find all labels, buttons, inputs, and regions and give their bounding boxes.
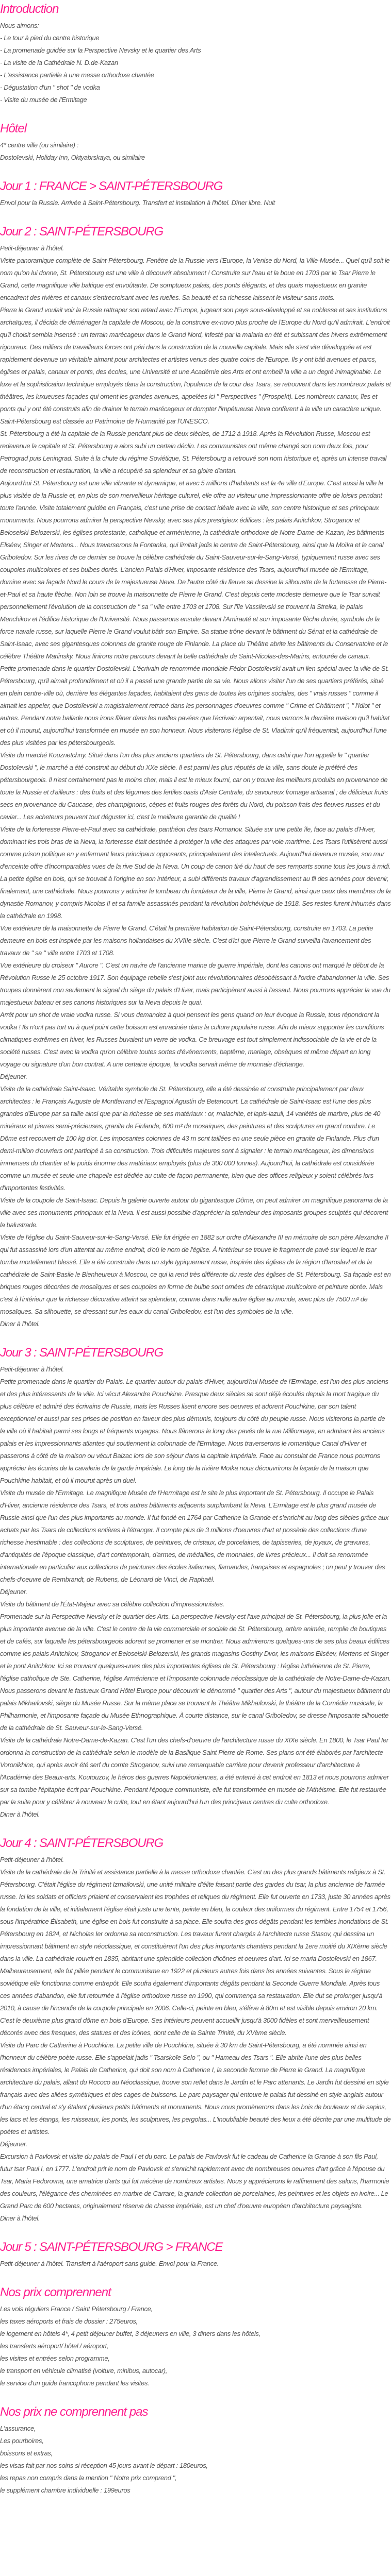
section-introduction	[0, 0, 391, 106]
paragraph: Petite promenade dans le quartier Dostoïevski. L'écrivain de renommée mondiale Fédor Dostoïevski avait un lien spécial avec la ville de St. Pétersbourg, qu'il aimait profondément et où il a passé une grande partie de sa vie. Nous allons visiter l'un de ses quartiers préférés, situé en plein centre-ville où, derrière les élégantes façades, habitaient des gens de toutes les origines sociales, des " vrais russes " comme il aimait les appeler, que Dostoïevski a magistralement retracé dans les personnages d'oeuvres comme " Crime et Châtiment ", " l'Idiot " et autres. Pendant notre ballade nous irons flâner dans les ruelles pavées que l'écrivain arpentait, nous verrons la dernière maison qu'il habitat et où il mourut, aujourd'hui transformée en musée en son honneur. Nous visiterons l'église de St. Vladimir qu'il fréquentait, aujourd'hui l'une des plus visitées par les pétersbourgeois.	[0, 665, 389, 747]
section-heading: Nos prix comprennent	[0, 2285, 111, 2299]
section-heading: Hôtel	[0, 122, 27, 135]
section-heading: Nos prix ne comprennent pas	[0, 2405, 148, 2419]
section-body	[0, 1854, 391, 2225]
paragraph: Excursion à Pavlovsk et visite du palais de Paul I et du parc. Le palais de Pavlovsk fut le cadeau de Catherine la Grande à son fils Paul, futur tsar Paul I, en 1777. L'endroit prit le nom de Pavlovsk et s'enrichit rapidement avec de nombreuses oeuvres d'art grâce à l'épouse du Tsar, Maria Fedorovna, une amatrice d'arts qui fut mécène de nombreux artistes. Nous y apprécierons le raffinement des salons, l'harmonie des couleurs, l'élégance des cheminées en marbre de Carrare, la grande collection de porcelaines, les peintures et les objets en ivoire... Le Grand Parc de 600 hectares, originalement réserve de chasse impériale, est un chef d'oeuvre européen d'architecture paysagiste.	[0, 2153, 389, 2210]
paragraph: Visite du musée de l'Ermitage. Le magnifique Musée de l'Hermitage est le site le plus important de St. Pétersbourg. Il occupe le Palais d'Hiver, ancienne résidence des Tsars, et trois autres bâtiments adjacents surplombant la Neva. L'Ermitage est le plus grand musée de Russie ainsi que l'un des plus importants au monde. Il fut fondé en 1764 par Catherine la Grande et s'enrichit au long des siècles grâce aux achats par les Tsars de collections entières à l'étranger. Il compte plus de 3 millions d'oeuvres d'art et possède des collections d'une richesse inestimable : des collections de sculptures, de peintures, de cristaux, de porcelaines, de tapisseries, de joyaux, de gravures, d'antiquités de l'époque classique, d'art contemporain, d'armes, de médailles, de monnaies, de livres précieux... Il doit sa renommée internationale en particulier aux collections de peintures des écoles italiennes, flamandes, françaises et espagnoles ; on peut y trouver des chefs-d'oeuvre de Rembrandt, de Rubens, de Léonard de Vinci, de Raphaël.	[0, 1489, 389, 1583]
paragraph: Déjeuner.	[0, 1073, 27, 1080]
paragraph: Diner à l'hôtel.	[0, 2214, 40, 2222]
section-body	[0, 242, 391, 1330]
paragraph: Les pourboires,	[0, 2437, 44, 2445]
section-body	[0, 20, 391, 106]
paragraph: Diner à l'hôtel.	[0, 1320, 40, 1328]
paragraph: Petit-déjeuner à l'hôtel.	[0, 244, 64, 252]
section-body	[0, 1363, 391, 1821]
paragraph: les transferts aéroport/ hôtel / aéroport,	[0, 2342, 109, 2350]
section-body	[0, 2258, 391, 2270]
paragraph: les visites et entrées selon programme,	[0, 2354, 110, 2362]
paragraph: le service d'un guide francophone pendant les visites.	[0, 2379, 150, 2387]
paragraph: St. Pétersbourg a été la capitale de la Russie pendant plus de deux siècles, de 1712 à 1918. Après la Révolution Russe, Moscou est redevenue la capitale et St. Pétersbourg a alors subi un certain déclin. Les communistes ont même changé son nom deux fois, pour Petrograd puis Leningrad. Suite à la chute du régime Soviétique, St. Pétersbourg a retrouvé son nom historique et, après un intense travail de reconstruction et restauration, la ville a récupéré sa splendeur et sa gloire d'antan.	[0, 430, 387, 474]
section-body	[0, 2422, 391, 2497]
paragraph: Déjeuner.	[0, 1588, 27, 1596]
section-body	[0, 2303, 391, 2389]
paragraph: Vue extérieure de la maisonnette de Pierre le Grand. C'était la première habitation de Saint-Pétersbourg, construite en 1703. La petite demeure en bois est inspirée par les maisons hollandaises du XVIIIe siècle. C'est d'ici que Pierre le Grand surveilla l'avancement des travaux de " sa " ville entre 1703 et 1708.	[0, 924, 373, 957]
paragraph: Visite de la coupole de Saint-Isaac. Depuis la galerie ouverte autour du gigantesque Dôme, on peut admirer un magnifique panorama de la ville avec ses monuments principaux et la Neva. Il est aussi possible d'apprécier la splendeur des imposants groupes sculptés qui décorent la balustrade.	[0, 1196, 388, 1229]
paragraph: - Visite du musée de l'Ermitage	[0, 96, 87, 104]
paragraph: Petit-déjeuner à l'hôtel.	[0, 1365, 64, 1373]
paragraph: L'assurance,	[0, 2425, 36, 2432]
paragraph: Envol pour la Russie. Arrivée à Saint-Pétersbourg. Transfert et installation à l'hôtel. Dîner libre. Nuit	[0, 199, 275, 207]
section-body	[0, 139, 391, 164]
section-heading: Jour 4 : SAINT-PÉTERSBOURG	[0, 1836, 164, 1850]
paragraph: Dostoïevski, Holiday Inn, Oktyabrskaya, ou similaire	[0, 154, 145, 161]
section-heading: Jour 5 : SAINT-PÉTERSBOURG > FRANCE	[0, 2240, 223, 2254]
paragraph: Vue extérieure du croiseur " Aurore ". C'est un navire de l'ancienne marine de guerre impériale, dont les canons ont marqué le début de la Révolution Russe le 25 octobre 1917. Son équipage rebelle s'est joint aux révolutionnaires désobéissant à l'ordre d'abandonner la ville. Ses troupes donnèrent non seulement le signal du siège du palais d'Hiver, mais participèrent aussi à l'assaut. Nous pourrons apprécier la vue du majestueux bateau et ses canons historiques sur la Neva depuis le quai.	[0, 961, 390, 1006]
section-jour-2-saint-petersbourg	[0, 223, 391, 1330]
section-nos-prix-comprennent	[0, 2283, 391, 2389]
paragraph: - La visite de la Cathédrale N. D.de-Kazan	[0, 59, 118, 66]
paragraph: 4* centre ville (ou similaire) :	[0, 141, 79, 149]
section-jour-5-saint-petersbourg-france	[0, 2238, 391, 2270]
paragraph: Visite du marché Kouznetchny. Situé dans l'un des plus anciens quartiers de St. Pétersbourg, dans celui que l'on appelle le " quartier Dostoïevski ", le marché a été construit au début du XXe siècle. Il est parmi les plus réputés de la ville, sans doute le préféré des pétersbourgeois. Il n'est certainement pas le moins cher, mais il est le mieux fourni, car on y trouve les meilleurs produits en provenance de toute la Russie et d'ailleurs : des fruits et des légumes des fertiles oasis d'Asie Centrale, du savoureux fromage artisanal ; de délicieux fruits secs en provenance du Caucase, des champignons, cèpes et fruits rouges des forêts du Nord, du poisson frais des fleuves russes et du caviar... Les acheteurs peuvent tout déguster ici, c'est la meilleure garantie de qualité !	[0, 751, 388, 821]
paragraph: Pierre le Grand voulait voir la Russie rattraper son retard avec l'Europe, jugeant son pays sous-développé et sa noblesse et ses institutions archaïques, il décida de déménager la capitale de Moscou, de la construire ex-novo plus proche de l'Europe du Nord qu'il admirait. L'endroit qu'il choisit sembla insensé : un terrain marécageux dans le Grand Nord, infesté par la malaria en été et subissant des hivers extrêmement rigoureux. Des milliers de travailleurs forces ont péri dans la construction de la nouvelle capitale. Mais elle s'est vite développée et est rapidement devenue un véritable aimant pour architectes et artistes venus des quatre coins de l'Europe. Ils y ont bâti avenues et parcs, églises et palais, canaux et ponts, des écoles, une Université et une Académie des Arts et ont embelli la ville a un degré inimaginable. Le luxe et la sophistication technique employés dans la construction, l'opulence de la cour des Tsars, se retrouvent dans les nombreux palais et théâtres, les luxueuses façades qui ornent les grandes avenues, appelées ici " Perspectives " (Prospekt). Les nombreux canaux, îles et ponts qui y ont été construits afin de drainer le terrain marécageux et dompter l'impétueuse Neva confèrent à la ville un caractère unique. Saint-Pétersbourg est classée au Patrimoine de l'Humanité par l'UNESCO.	[0, 306, 391, 425]
paragraph: Déjeuner.	[0, 2140, 27, 2148]
section-heading: Jour 3 : SAINT-PÉTERSBOURG	[0, 1346, 164, 1360]
section-body	[0, 197, 391, 209]
paragraph: Visite panoramique complète de Saint-Pétersbourg. Fenêtre de la Russie vers l'Europe, la Venise du Nord, la Ville-Musée... Quel qu'il soit le nom qu'on lui donne, St. Pétersbourg est une ville à découvrir absolument ! Construite sur l'eau et la boue en 1703 par le Tsar Pierre le Grand, cette magnifique ville baltique est envoûtante. De somptueux palais, des ponts élégants, et des quais majestueux en granite encadrent des rivières et canaux s'entrecroisant avec les ruelles. Sa beauté et sa richesse laissent le visiteur sans mots.	[0, 257, 390, 301]
paragraph: Les vols réguliers France / Saint Pétersbourg / France,	[0, 2305, 153, 2313]
paragraph: Visite de la cathédrale Notre-Dame-de-Kazan. C'est l'un des chefs-d'oeuvre de l'architecture russe du XIXe siècle. En 1800, le Tsar Paul Ier ordonna la construction de la cathédrale selon le modèle de la Basilique Saint Pierre de Rome. Ses plans ont été élaborés par l'architecte Voronikhine, qui après avoir été serf du comte Stroganov, suivi une remarquable carrière pour devenir professeur d'architecture à l'Académie des Beaux-arts. Koutouzov, le héros des guerres Napoléoniennes, a été enterré à cet endroit en 1813 et nous pourrons admirer sur sa tombe l'épitaphe écrit par Pouchkine. Pendant l'époque communiste, elle fut transformée en musée de l'Athéisme. Elle fut restaurée par la suite pour y célébrer à nouveau le culte, tout en étant aujourd'hui l'un des principaux centres du culte orthodoxe.	[0, 1736, 389, 1806]
section-jour-3-saint-petersbourg	[0, 1344, 391, 1821]
section-heading: Introduction	[0, 2, 59, 16]
paragraph: Aujourd'hui St. Pétersbourg est une ville vibrante et dynamique, et avec 5 millions d'habitants est la 4e ville d'Europe. C'est aussi la ville la plus visitée de la Russie et, en plus de son merveilleux héritage culturel, elle offre au visiteur une impressionnante offre de loisirs pendant toute l'année. Visite totalement guidée en Français, c'est une prise de contact idéale avec la ville, son centre historique et ses principaux monuments. Nous pourrons admirer la perspective Nevsky, avec ses plus prestigieux édifices : les palais Anitchkov, Stroganov et Beloselski-Belozerski, les églises protestante, catholique et arménienne, la cathédrale orthodoxe de Notre-Dame-de-Kazan, les bâtiments Eliséev, Singer et Mertens... Nous traverserons la Fontanka, qui limitait jadis le centre de Saint-Pétersbourg, ainsi que la Moïka et le canal Griboïedov. Sur les rives de ce dernier se trouve la célèbre cathédrale du Saint-Sauveur-sur-le-Sang-Versé, typiquement russe avec ses coupoles multicolores et ses bulbes dorés. L'ancien Palais d'Hiver, imposante résidence des Tsars, aujourd'hui musée de l'Ermitage, domine avec sa façade Nord le cours de la majestueuse Neva. De l'autre côté du fleuve se dessine la silhouette de la forteresse de Pierre-et-Paul et sa haute flèche. Non loin se trouve la maisonnette de Pierre le Grand. C'est depuis cette modeste demeure que le Tsar suivait personnellement l'évolution de la construction de " sa " ville entre 1703 et 1708. Sur l'île Vassilevski se trouvent la Strelka, le palais Menchikov et l'édifice historique de l'Université. Nous passerons ensuite devant l'Amirauté et son imposante flèche dorée, symbole de la force navale russe, sur laquelle Pierre le Grand voulut bâtir son Empire. Sa statue trône devant le bâtiment du Sénat et la cathédrale de Saint-Isaac, avec ses gigantesques colonnes de granite rouge de Finlande. La place du Théâtre abrite les bâtiments du Conservatoire et le célèbre Théâtre Mariinsky. Nous finirons notre parcours devant la belle cathédrale de Saint-Nicolas-des-Marins, entourée de canaux.	[0, 479, 388, 660]
section-jour-4-saint-petersbourg	[0, 1834, 391, 2225]
paragraph: Promenade sur la Perspective Nevsky et le quartier des Arts. La perspective Nevsky est l'axe principal de St. Pétersbourg, la plus jolie et la plus importante avenue de la ville. C'est le centre de la vie commerciale et sociale de St. Pétersbourg, artère animée, remplie de boutiques et de cafés, sur laquelle les pétersbourgeois adorent se promener et se montrer. Nous admirerons quelques-uns de ses plus beaux édifices comme les palais Anitchkov, Stroganov et Beloselski-Belozerski, les grands magasins Gostiny Dvor, les maisons Eliséev, Mertens et Singer et le pont Anitchkov. Ici se trouvent quelques-unes des plus importantes églises de St. Pétersbourg : l'église luthérienne de St. Pierre, l'église catholique de Ste. Catherine, l'église Arménienne et l'imposante colonnade néoclassique de la cathédrale de Notre-Dame-de-Kazan. Nous passerons devant le fastueux Grand Hôtel Europe pour découvrir le dénommé " quartier des Arts ", autour du majestueux bâtiment du palais Mikhaïlovski, siège du Musée Russe. Sur la même place se trouvent le Théâtre Mikhaïlovski, le théâtre de la Comédie musicale, la Philharmonie, et l'imposante façade du Musée Ethnographique. À courte distance, sur le canal Griboïedov, se dresse l'imposante silhouette de la cathédrale de St. Sauveur-sur-le-Sang-Versé.	[0, 1613, 391, 1732]
paragraph: Visite de la forteresse Pierre-et-Paul avec sa cathédrale, panthéon des tsars Romanov. Située sur une petite île, face au palais d'Hiver, dominant les trois bras de la Neva, la forteresse était destinée à protéger la ville des attaques par voie maritime. Les Tsars l'utilisèrent aussi comme prison politique en y enfermant leurs principaux opposants, principalement des intellectuels. Aujourd'hui devenue musée, son mur d'enceinte offre d'incomparables vues de la rive Sud de la Neva. Un coup de canon tiré du haut de ses remparts sonne tous les jours à midi. La petite église en bois, qui se trouvait à l'origine en son intérieur, a subi différents travaux d'agrandissement au fil des années pour devenir, finalement, une cathédrale. Nous pourrons y admirer le tombeau du fondateur de la ville, Pierre le Grand, ainsi que ceux des membres de la dynastie Romanov, y compris Nicolas II et sa famille assassinés pendant la révolution bolchévique de 1918. Ses restes furent inhumés dans la cathédrale en 1998.	[0, 825, 391, 920]
paragraph: les visas fait par nos soins si réception 45 jours avant le départ : 180euros,	[0, 2462, 208, 2469]
paragraph: Arrêt pour un shot de vraie vodka russe. Si vous demandez à quoi pensent les gens quand on leur évoque la Russie, tous répondront la vodka ! Ils n'ont pas tort vu à quel point cette boisson est enracinée dans la culture populaire russe. Afin de mieux supporter les conditions climatiques extrêmes en hiver, les Russes buvaient un verre de vodka. Ce breuvage est tout simplement indissociable de la vie et de la société russes. C'est avec la vodka qu'on célèbre toutes sortes d'événements, baptême, mariage, obsèques et même départ en long voyage ou signature d'un bon contrat. A une certaine époque, la vodka servait même de monnaie d'échange.	[0, 1011, 384, 1068]
section-jour-1-france-saint-petersbourg	[0, 177, 391, 209]
paragraph: les repas non compris dans la mention " Notre prix comprend ",	[0, 2474, 177, 2482]
section-heading: Jour 2 : SAINT-PÉTERSBOURG	[0, 225, 164, 239]
paragraph: - Le tour à pied du centre historique	[0, 34, 100, 42]
paragraph: - La promenade guidée sur la Perspective Nevsky et le quartier des Arts	[0, 46, 201, 54]
paragraph: le logement en hôtels 4*, 4 petit déjeuner buffet, 3 déjeuners en ville, 3 diners dans les hôtels,	[0, 2330, 260, 2337]
paragraph: le transport en véhicule climatisé (voiture, minibus, autocar),	[0, 2367, 168, 2375]
section-heading: Jour 1 : FRANCE > SAINT-PÉTERSBOURG	[0, 179, 223, 193]
paragraph: boissons et extras,	[0, 2449, 53, 2457]
paragraph: Visite de l'église du Saint-Sauveur-sur-le-Sang-Versé. Elle fut érigée en 1882 sur ordre d'Alexandre III en mémoire de son père Alexandre II qui fut assassiné lors d'un attentat au même endroit, d'où le nom de l'église. À l'intérieur se trouve le fragment de pavé sur lequel le tsar tomba mortellement blessé. Elle a été construite dans un style typiquement russe, inspirée des églises de la région d'Iaroslavl et de la cathédrale de Saint-Basile le Bienheureux à Moscou, ce qui la rend très différente du reste des églises de St. Pétersbourg. Sa façade est en briques rouges décorées de mosaïques et ses coupoles en forme de bulbe sont ornées de céramique multicolore et peinture dorée. Mais c'est à l'intérieur que la richesse décorative atteint sa splendeur, comme dans nulle autre église au monde, avec plus de 7500 m² de mosaïques. Sa silhouette, se dressant sur les eaux du canal Griboïedov, est l'un des symboles de la ville.	[0, 1233, 391, 1315]
paragraph: - L'assistance partielle à une messe orthodoxe chantée	[0, 71, 154, 79]
section-hotel	[0, 120, 391, 164]
paragraph: le supplément chambre individuelle : 199euros	[0, 2486, 131, 2494]
section-nos-prix-ne-comprennent-pas	[0, 2403, 391, 2497]
paragraph: Visite du bâtiment de l'État-Majeur avec sa célèbre collection d'impressionnistes.	[0, 1600, 224, 1608]
paragraph: Visite de la cathédrale Saint-Isaac. Véritable symbole de St. Pétersbourg, elle a été dessinée et construite principalement par deux architectes : le Français Auguste de Montferrand et l'Espagnol Agustín de Betancourt. La cathédrale de Saint-Isaac est l'une des plus grandes d'Europe par sa taille ainsi que par la richesse de ses matériaux : or, malachite, et lapis-lazuli, 14 variétés de marbre, plus de 40 minéraux et pierres semi-précieuses, granite de Finlande, 600 m² de mosaïques, des peintures et des sculptures en grand nombre. Le Dôme est recouvert de 100 kg d'or. Les imposantes colonnes de 43 m sont taillées en une seule pièce en granite de Finlande. Plus d'un demi-million d'ouvriers ont participé à sa construction. Trois difficultés majeures sont à signaler : le terrain marécageux, les dimensions immenses du chantier et le poids énorme des matériaux employés (plus de 300 000 tonnes). Aujourd'hui, la cathédrale est considérée comme un musée et seule une chapelle est dédiée au culte de façon permanente, bien que des offices religieux y soient célébrés lors d'importantes festivités.	[0, 1085, 381, 1192]
paragraph: Petite promenade dans le quartier du Palais. Le quartier autour du palais d'Hiver, aujourd'hui Musée de l'Ermitage, est l'un des plus anciens et des plus intéressants de la ville. Ici vécut Alexandre Pouchkine. Presque deux siècles se sont déjà écoulés depuis la mort tragique du plus célèbre et admiré des écrivains de Russie, mais les Russes lisent encore ses oeuvres et adorent Pouchkine, par son talent exceptionnel et aussi par ses prises de position en faveur des plus démunis, toujours du côté du peuple russe. Nous visiterons la partie de la ville où il habitait parmi ses longs et fréquents voyages. Nous flânerons le long des pavés de la rue Millionnaya, en admirant les anciens palais et les impressionnants atlantes qui soutiennent la colonnade de l'Ermitage. Nous traverserons le romantique Canal d'Hiver et passerons à côté de la maison ou vécut Balzac lors de son séjour dans la capitale impériale. Face au consulat de France nous pourrons apprécier les écuries de la cavalerie de la garde impériale. Le long de la rivière Moïka nous découvrirons la façade de la maison que Pouchkine habitait, et où il mourut après un duel.	[0, 1378, 388, 1484]
paragraph: Petit-déjeuner à l'hôtel.	[0, 1856, 64, 1863]
paragraph: Visite du Parc de Catherine à Pouchkine. La petite ville de Pouchkine, située à 30 km de Saint-Pétersbourg, a été nommée ainsi en l'honneur du célèbre poète russe. Elle s'appelait jadis " Tsarskoïe Selo ", ou " Hameau des Tsars ". Elle abrite l'une des plus belles résidences impériales, le Palais de Catherine, qui doit son nom à Catherine I, la seconde femme de Pierre le Grand. La magnifique architecture du palais, allant du Rococo au Néoclassique, trouve son reflet dans le Jardin et le Parc attenants. Le Jardin fut dessiné en style français avec des allées symétriques et des cages de buissons. Le parc paysager qui entoure le palais fut dessiné en style anglais autour d'un étang central et s'y étalent plusieurs petits bâtiments et monuments. Nous nous promènerons dans les bois de bouleaux et de sapins, les lacs et les étangs, les ruisseaux, les ponts, les sculptures, les pergolas... L'inoubliable beauté des lieux a été décrite par une multitude de poètes et artistes.	[0, 2041, 391, 2136]
paragraph: Petit-déjeuner à l'hôtel. Transfert à l'aéroport sans guide. Envol pour la France.	[0, 2260, 219, 2267]
paragraph: Nous aimons:	[0, 22, 39, 29]
paragraph: - Dégustation d'un " shot " de vodka	[0, 83, 100, 91]
paragraph: Visite de la cathédrale de la Trinité et assistance partielle à la messe orthodoxe chantée. C'est un des plus grands bâtiments religieux à St. Pétersbourg. C'était l'église du régiment Izmailovski, une unité militaire d'élite faisant partie des gardes du tsar, la plus ancienne de l'armée russe. Ici les soldats et officiers priaient et conservaient les trophées et reliques du régiment. Elle fut ouverte en 1733, juste 30 années après la fondation de la ville, et initialement l'église était juste une tente, peinte en bleu, la couleur des uniformes du régiment. Entre 1754 et 1756, sous l'impératrice Élisabeth, une église en bois fut construite à sa place. Elle soufra des gros dégâts pendant les terribles inondations de St. Pétersbourg en 1824, et Nicholas Ier ordonna sa reconstruction. Les travaux furent chargés à l'architecte russe Stasov, qui dessina un impressionnant bâtiment en style néoclassique, et constituèrent l'un des plus importants chantiers pendant la 1ere moitié du XIXème siècle dans la ville. La cathédrale rouvrit en 1835, abritant une splendide collection d'icônes et oeuvres d'art. Ici se maria Dostoïevski en 1867. Malheureusement, elle fut pillée pendant le communisme en 1922 et plusieurs autres fois dans les années suivantes. Sous le régime soviétique elle fonctionna comme entrepôt. Elle soufra également d'importants dégâts pendant la Seconde Guerre Mondiale. Après tous ces années d'abandon, elle fut retournée à l'église orthodoxe russe en 1990, qui commença sa restauration. Elle dut se prolonger jusqu'à 2010, à cause de l'incendie de la coupole principale en 2006. Celle-ci, peinte en bleu, s'élève à 80m et est visible depuis environ 20 km. C'est le deuxième plus grand dôme en bois d'Europe. Ses intérieurs peuvent accueillir jusqu'à 3000 fidèles et sont merveilleusement décorés avec des fresques, des statues et des icônes, dont celle de la Sainte Trinité, du XVème siècle.	[0, 1868, 390, 2037]
paragraph: les taxes aéroports et frais de dossier : 275euros,	[0, 2317, 138, 2325]
paragraph: Diner à l'hôtel.	[0, 1810, 40, 1818]
